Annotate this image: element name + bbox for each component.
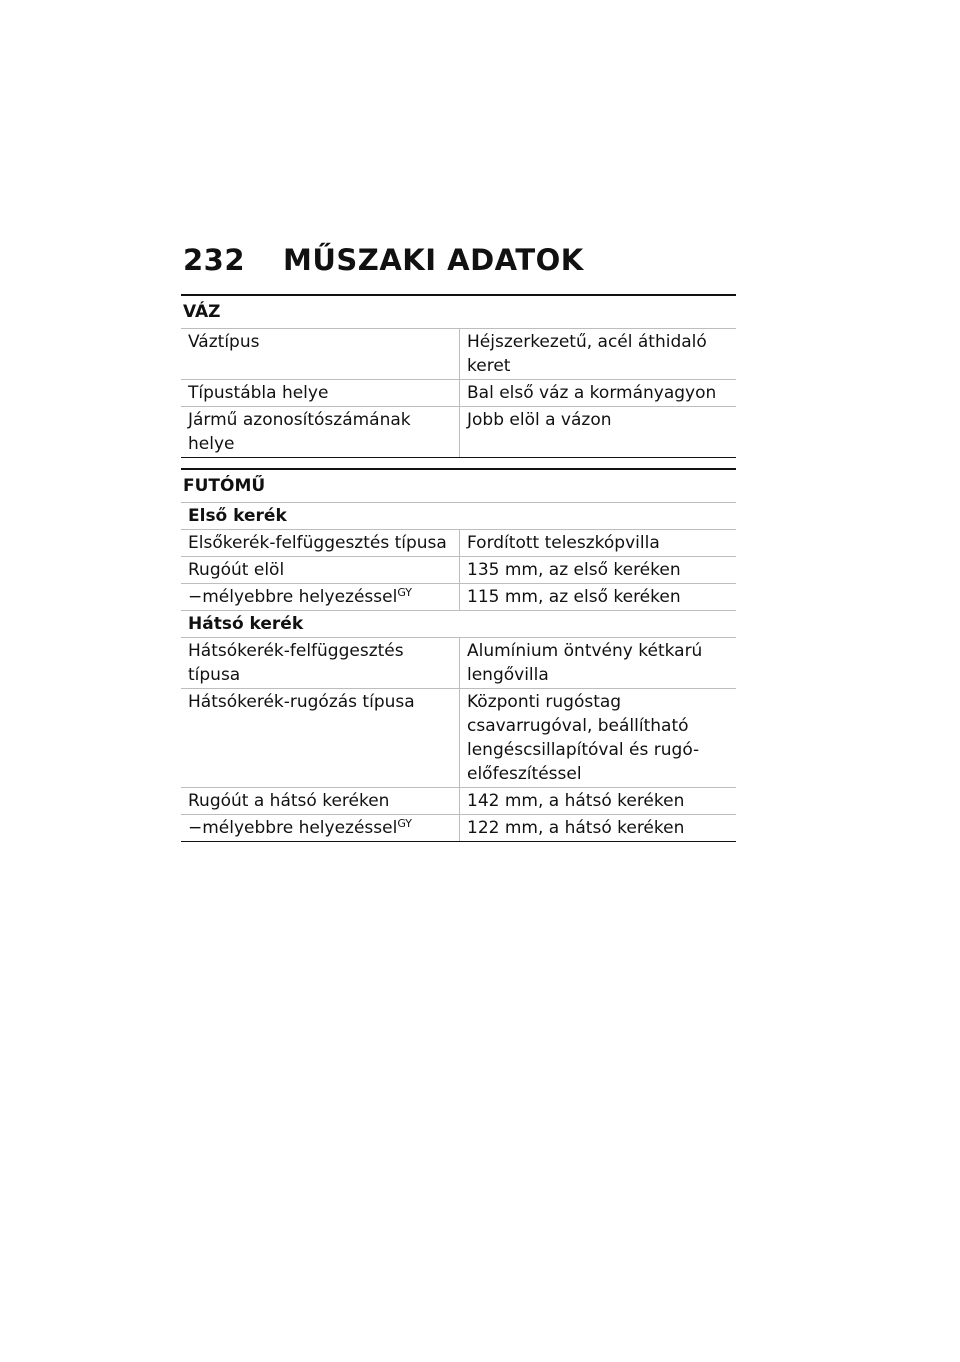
row-label-cell xyxy=(181,815,460,842)
table-row xyxy=(181,788,736,815)
footnote-marker: GY xyxy=(397,586,413,599)
row-value: Alumínium öntvény kétkarú lengővilla xyxy=(460,638,737,689)
row-label: Hátsókerék-felfüggesztés típusa xyxy=(181,638,460,689)
page-title: MŰSZAKI ADATOK xyxy=(283,243,584,277)
row-value: Fordított teleszkópvilla xyxy=(460,530,737,557)
row-value: 122 mm, a hátsó keréken xyxy=(460,815,737,842)
table-row xyxy=(181,638,736,689)
subheading-rear-wheel: Hátsó kerék xyxy=(181,611,736,638)
table-row xyxy=(181,584,736,611)
table-row xyxy=(181,329,736,380)
row-value: 115 mm, az első keréken xyxy=(460,584,737,611)
table-row xyxy=(181,815,736,842)
row-value: Központi rugóstag csavarrugóval, beállítható lengéscsillapítóval és rugó-előfeszítéssel xyxy=(460,689,737,788)
row-value: Bal első váz a kormányagyon xyxy=(460,380,737,407)
futomu-table xyxy=(181,502,736,842)
section-title-vaz: VÁZ xyxy=(183,302,221,322)
row-label: Elsőkerék-felfüggesztés típusa xyxy=(181,530,460,557)
table-row xyxy=(181,530,736,557)
row-value: 135 mm, az első keréken xyxy=(460,557,737,584)
section-title-futomu: FUTÓMŰ xyxy=(183,476,266,496)
table-row xyxy=(181,407,736,458)
table-row xyxy=(181,689,736,788)
table-row xyxy=(181,557,736,584)
row-label: Rugóút a hátsó keréken xyxy=(181,788,460,815)
row-value: Héjszerkezetű, acél áthidaló keret xyxy=(460,329,737,380)
table-row xyxy=(181,380,736,407)
vaz-table xyxy=(181,328,736,458)
section-heading xyxy=(181,468,736,502)
page-header xyxy=(183,243,736,283)
row-label: −mélyebbre helyezéssel xyxy=(188,587,398,607)
section-futomu xyxy=(181,468,736,842)
row-value: 142 mm, a hátsó keréken xyxy=(460,788,737,815)
row-value: Jobb elöl a vázon xyxy=(460,407,737,458)
row-label: Jármű azonosítószámának helye xyxy=(181,407,460,458)
page-number: 232 xyxy=(183,243,246,277)
table-subheading-row xyxy=(181,503,736,530)
section-vaz xyxy=(181,294,736,458)
row-label: Rugóút elöl xyxy=(181,557,460,584)
row-label: −mélyebbre helyezéssel xyxy=(188,818,398,838)
row-label: Hátsókerék-rugózás típusa xyxy=(181,689,460,788)
table-subheading-row xyxy=(181,611,736,638)
subheading-front-wheel: Első kerék xyxy=(181,503,736,530)
section-heading xyxy=(181,294,736,328)
row-label-cell xyxy=(181,584,460,611)
footnote-marker: GY xyxy=(397,817,413,830)
row-label: Típustábla helye xyxy=(181,380,460,407)
row-label: Váztípus xyxy=(181,329,460,380)
